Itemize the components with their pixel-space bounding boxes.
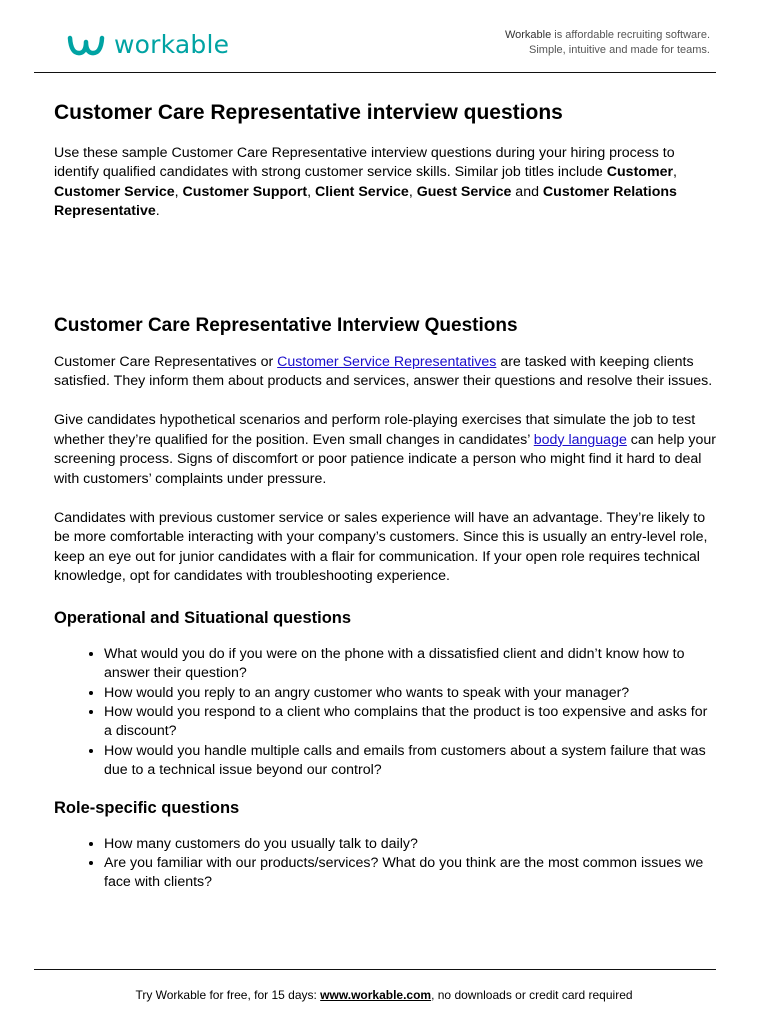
- job-title-1: Customer: [606, 164, 673, 181]
- tagline-brand: Workable: [504, 29, 552, 41]
- tagline-line2: Simple, intuitive and made for teams.: [529, 44, 710, 56]
- separator: ,: [307, 183, 315, 200]
- body-language-link[interactable]: body language: [533, 431, 627, 448]
- job-title-6: Customer Relations Representative: [54, 183, 677, 220]
- page-footer: [0, 987, 768, 1003]
- job-title-2: Customer Service: [54, 183, 175, 200]
- role-specific-heading: Role-specific questions: [54, 798, 240, 817]
- document-body: [54, 98, 718, 909]
- logo-wordmark: workable: [114, 30, 230, 59]
- workable-logo-icon: [66, 32, 106, 58]
- list-item: • How would you reply to an angry customer who wants to speak with your manager?: [104, 684, 718, 703]
- separator: ,: [673, 164, 677, 181]
- customer-service-representatives-link[interactable]: Customer Service Representatives: [277, 353, 497, 370]
- paragraph-text: Give candidates hypothetical scenarios and perform role-playing exercises that simulate the job to test whether they’re qualified for the position. Even small changes in candidates’: [54, 412, 696, 448]
- tagline: [505, 28, 710, 58]
- separator: ,: [408, 183, 417, 200]
- job-title-5: Guest Service: [416, 183, 512, 200]
- paragraph-text: Customer Care Representatives or: [54, 353, 278, 370]
- list-item: • What would you do if you were on the phone with a dissatisfied client and didn’t know how to answer their question?: [104, 645, 718, 684]
- workable-logo[interactable]: [66, 28, 229, 62]
- separator: ,: [174, 183, 183, 200]
- paragraph-3: Candidates with previous customer service or sales experience will have an advantage. They’re likely to be more comfortable interacting with your company’s customers. Since this is usually an entry-level role, keep an eye out for junior candidates with a flair for communication. If your open role requires technical knowledge, opt for candidates with troubleshooting experience.: [54, 510, 708, 585]
- paragraph-text: are tasked with keeping clients satisfied. They inform them about products and services, answer their questions and resolve their issues.: [54, 353, 713, 390]
- workable-website-link[interactable]: www.workable.com: [320, 988, 432, 1002]
- list-item: • How would you respond to a client who complains that the product is too expensive and asks for a discount?: [104, 703, 718, 742]
- page-title: Customer Care Representative interview questions: [54, 101, 563, 124]
- footer-divider: [34, 969, 716, 970]
- page-header: [0, 0, 768, 74]
- role-question-list: [54, 835, 718, 893]
- list-item: • How many customers do you usually talk to daily?: [104, 835, 718, 854]
- tagline-line1: is affordable recruiting software.: [551, 29, 710, 41]
- paragraph-1: [54, 353, 718, 392]
- conjunction: and: [511, 183, 543, 200]
- section-heading: Customer Care Representative Interview Questions: [54, 314, 518, 336]
- job-title-3: Customer Support: [182, 183, 308, 200]
- intro-text: Use these sample Customer Care Representative interview questions during your hiring process to identify qualified candidates with strong customer service skills. Similar job titles include: [54, 145, 675, 181]
- operational-question-list: [54, 645, 718, 781]
- intro-paragraph: [54, 144, 718, 222]
- job-title-4: Client Service: [314, 183, 409, 200]
- spacer: [54, 242, 718, 313]
- operational-heading: Operational and Situational questions: [54, 608, 352, 627]
- paragraph-text: can help your screening process. Signs of discomfort or poor patience indicate a person who might find it hard to deal with customers’ complaints under pressure.: [54, 431, 716, 487]
- paragraph-2: [54, 411, 718, 489]
- footer-text: , no downloads or credit card required: [431, 988, 633, 1002]
- list-item: • How would you handle multiple calls and emails from customers about a system failure that was due to a technical issue beyond our control?: [104, 742, 718, 781]
- footer-text: Try Workable for free, for 15 days:: [135, 988, 321, 1002]
- header-divider: [34, 72, 716, 73]
- list-item: • Are you familiar with our products/services? What do you think are the most common issues we face with clients?: [104, 854, 718, 893]
- period: .: [155, 203, 160, 220]
